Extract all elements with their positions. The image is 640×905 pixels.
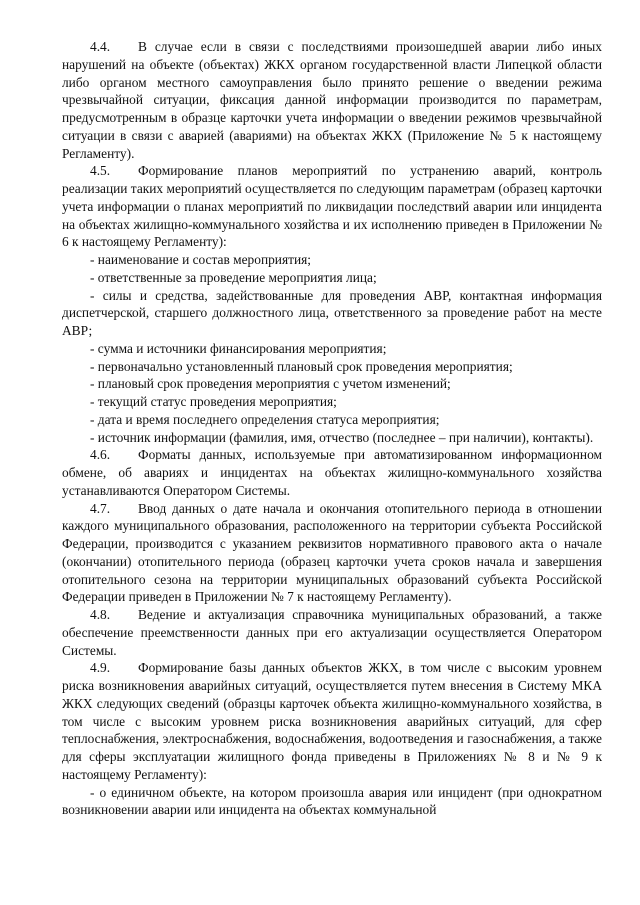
paragraph-4-6 bbox=[62, 446, 602, 499]
paragraph-4-4 bbox=[62, 38, 602, 162]
item-number: 4.7. bbox=[90, 500, 111, 516]
paragraph-4-9 bbox=[62, 659, 602, 783]
list-item: - ответственные за проведение мероприятия лица; bbox=[90, 269, 377, 285]
item-number: 4.9. bbox=[90, 660, 111, 676]
list-item: - первоначально установленный плановый срок проведения мероприятия; bbox=[90, 358, 513, 374]
paragraph-4-7 bbox=[62, 500, 602, 607]
list-item: - текущий статус проведения мероприятия; bbox=[90, 394, 337, 409]
list-item: - источник информации (фамилия, имя, отчество (последнее – при наличии), контакты). bbox=[90, 429, 594, 445]
item-number: 4.6. bbox=[90, 447, 111, 463]
item-number: 4.8. bbox=[90, 607, 111, 622]
list-item: - сумма и источники финансирования мероприятия; bbox=[90, 340, 387, 356]
paragraph-text: Формирование планов мероприятий по устранению аварий, контроль реализации таких мероприятий осуществляется по следующим параметрам (образец карточки учета информации о планах мероприятий по ликвидации последствий аварии или инцидента на объектах жилищно-коммунального хозяйства и их исполнению приведен в Приложении № 6 к настоящему Регламенту): bbox=[62, 163, 602, 250]
item-number: 4.4. bbox=[90, 39, 111, 54]
list-item: - о единичном объекте, на котором произошла авария или инцидент (при однократном возникновении аварии или инцидента на объектах коммунальной bbox=[62, 784, 602, 818]
paragraph-text: Ввод данных о дате начала и окончания отопительного периода в отношении каждого муниципального образования, расположенного на территории субъекта Российской Федерации, производится с указанием реквизитов нормативного правового акта о начале (окончании) отопительного периода (образец карточки учета сроков начала и завершения отопительного сезона на территории муниципальных образований субъекта Российской Федерации приведен в Приложении № 7 к настоящему Регламенту). bbox=[62, 500, 602, 605]
list-item: - плановый срок проведения мероприятия с учетом изменений; bbox=[90, 376, 451, 392]
item-number: 4.5. bbox=[90, 163, 111, 179]
paragraph-text: Форматы данных, используемые при автоматизированном информационном обмене, об авариях и инцидентах на объектах жилищно-коммунального хозяйства устанавливаются Оператором Системы. bbox=[62, 447, 602, 498]
paragraph-text: В случае если в связи с последствиями произошедшей аварии либо иных нарушений на объекте (объектах) ЖКХ органом государственной власти Липецкой области либо органом местного самоуправления было принято решение о введении режима чрезвычайной ситуации, фиксация данной информации производится по параметрам, предусмотренным в образце карточки учета информации о введении режимов чрезвычайной ситуации в связи с аварией (авариями) на объектах ЖКХ (Приложение № 5 к настоящему Регламенту). bbox=[62, 39, 602, 161]
paragraph-4-5 bbox=[62, 162, 602, 251]
paragraph-text: Ведение и актуализация справочника муниципальных образований, а также обеспечение преемственности данных при его актуализации осуществляется Оператором Системы. bbox=[62, 607, 602, 658]
paragraph-4-8 bbox=[62, 606, 602, 659]
list-item: - дата и время последнего определения статуса мероприятия; bbox=[90, 411, 440, 427]
list-item: - силы и средства, задействованные для проведения АВР, контактная информация диспетчерской, старшего должностного лица, ответственного за проведение работ на месте АВР; bbox=[62, 287, 602, 338]
document-page bbox=[62, 38, 602, 819]
list-item: - наименование и состав мероприятия; bbox=[90, 252, 312, 267]
paragraph-text: Формирование базы данных объектов ЖКХ, в том числе с высоким уровнем риска возникновения аварийных ситуаций, осуществляется путем внесения в Систему МКА ЖКХ следующих сведений (образцы карточек объекта жилищно-коммунального хозяйства, в том числе с высоким уровнем риска возникновения аварийных ситуаций, для сфер теплоснабжения, электроснабжения, водоснабжения, водоотведения и газоснабжения, а также для сферы эксплуатации жилищного фонда приведены в Приложениях № 8 и № 9 к настоящему Регламенту): bbox=[62, 660, 602, 782]
